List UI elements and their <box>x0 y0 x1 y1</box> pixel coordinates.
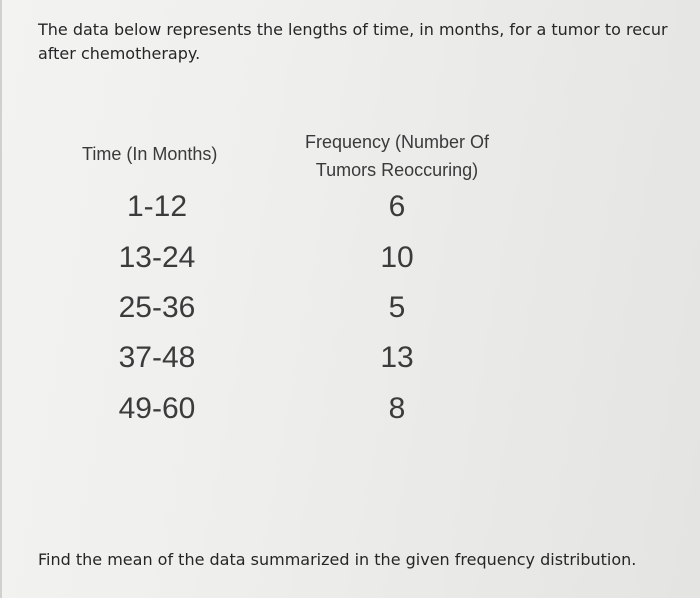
interval-cell: 13-24 <box>118 241 196 274</box>
interval-cell: 25-36 <box>118 291 196 324</box>
frequency-cell: 6 <box>388 190 406 223</box>
frequency-cell: 5 <box>388 291 406 324</box>
problem-intro-text: The data below represents the lengths of time, in months, for a tumor to recur after chemotherapy. <box>38 20 668 63</box>
interval-cell: 49-60 <box>118 392 196 425</box>
frequency-cell: 10 <box>380 241 414 274</box>
interval-cell: 1-12 <box>126 190 188 223</box>
frequency-cell: 8 <box>388 392 406 425</box>
frequency-column-header <box>292 128 502 184</box>
frequency-header-line-2: Tumors Reoccuring) <box>315 160 479 180</box>
interval-cell: 37-48 <box>118 341 196 374</box>
frequency-header-line-1: Frequency (Number Of <box>304 132 490 152</box>
frequency-cell: 13 <box>380 341 414 374</box>
time-column-header: Time (In Months) <box>82 144 218 164</box>
question-text: Find the mean of the data summarized in the given frequency distribution. <box>38 550 637 569</box>
